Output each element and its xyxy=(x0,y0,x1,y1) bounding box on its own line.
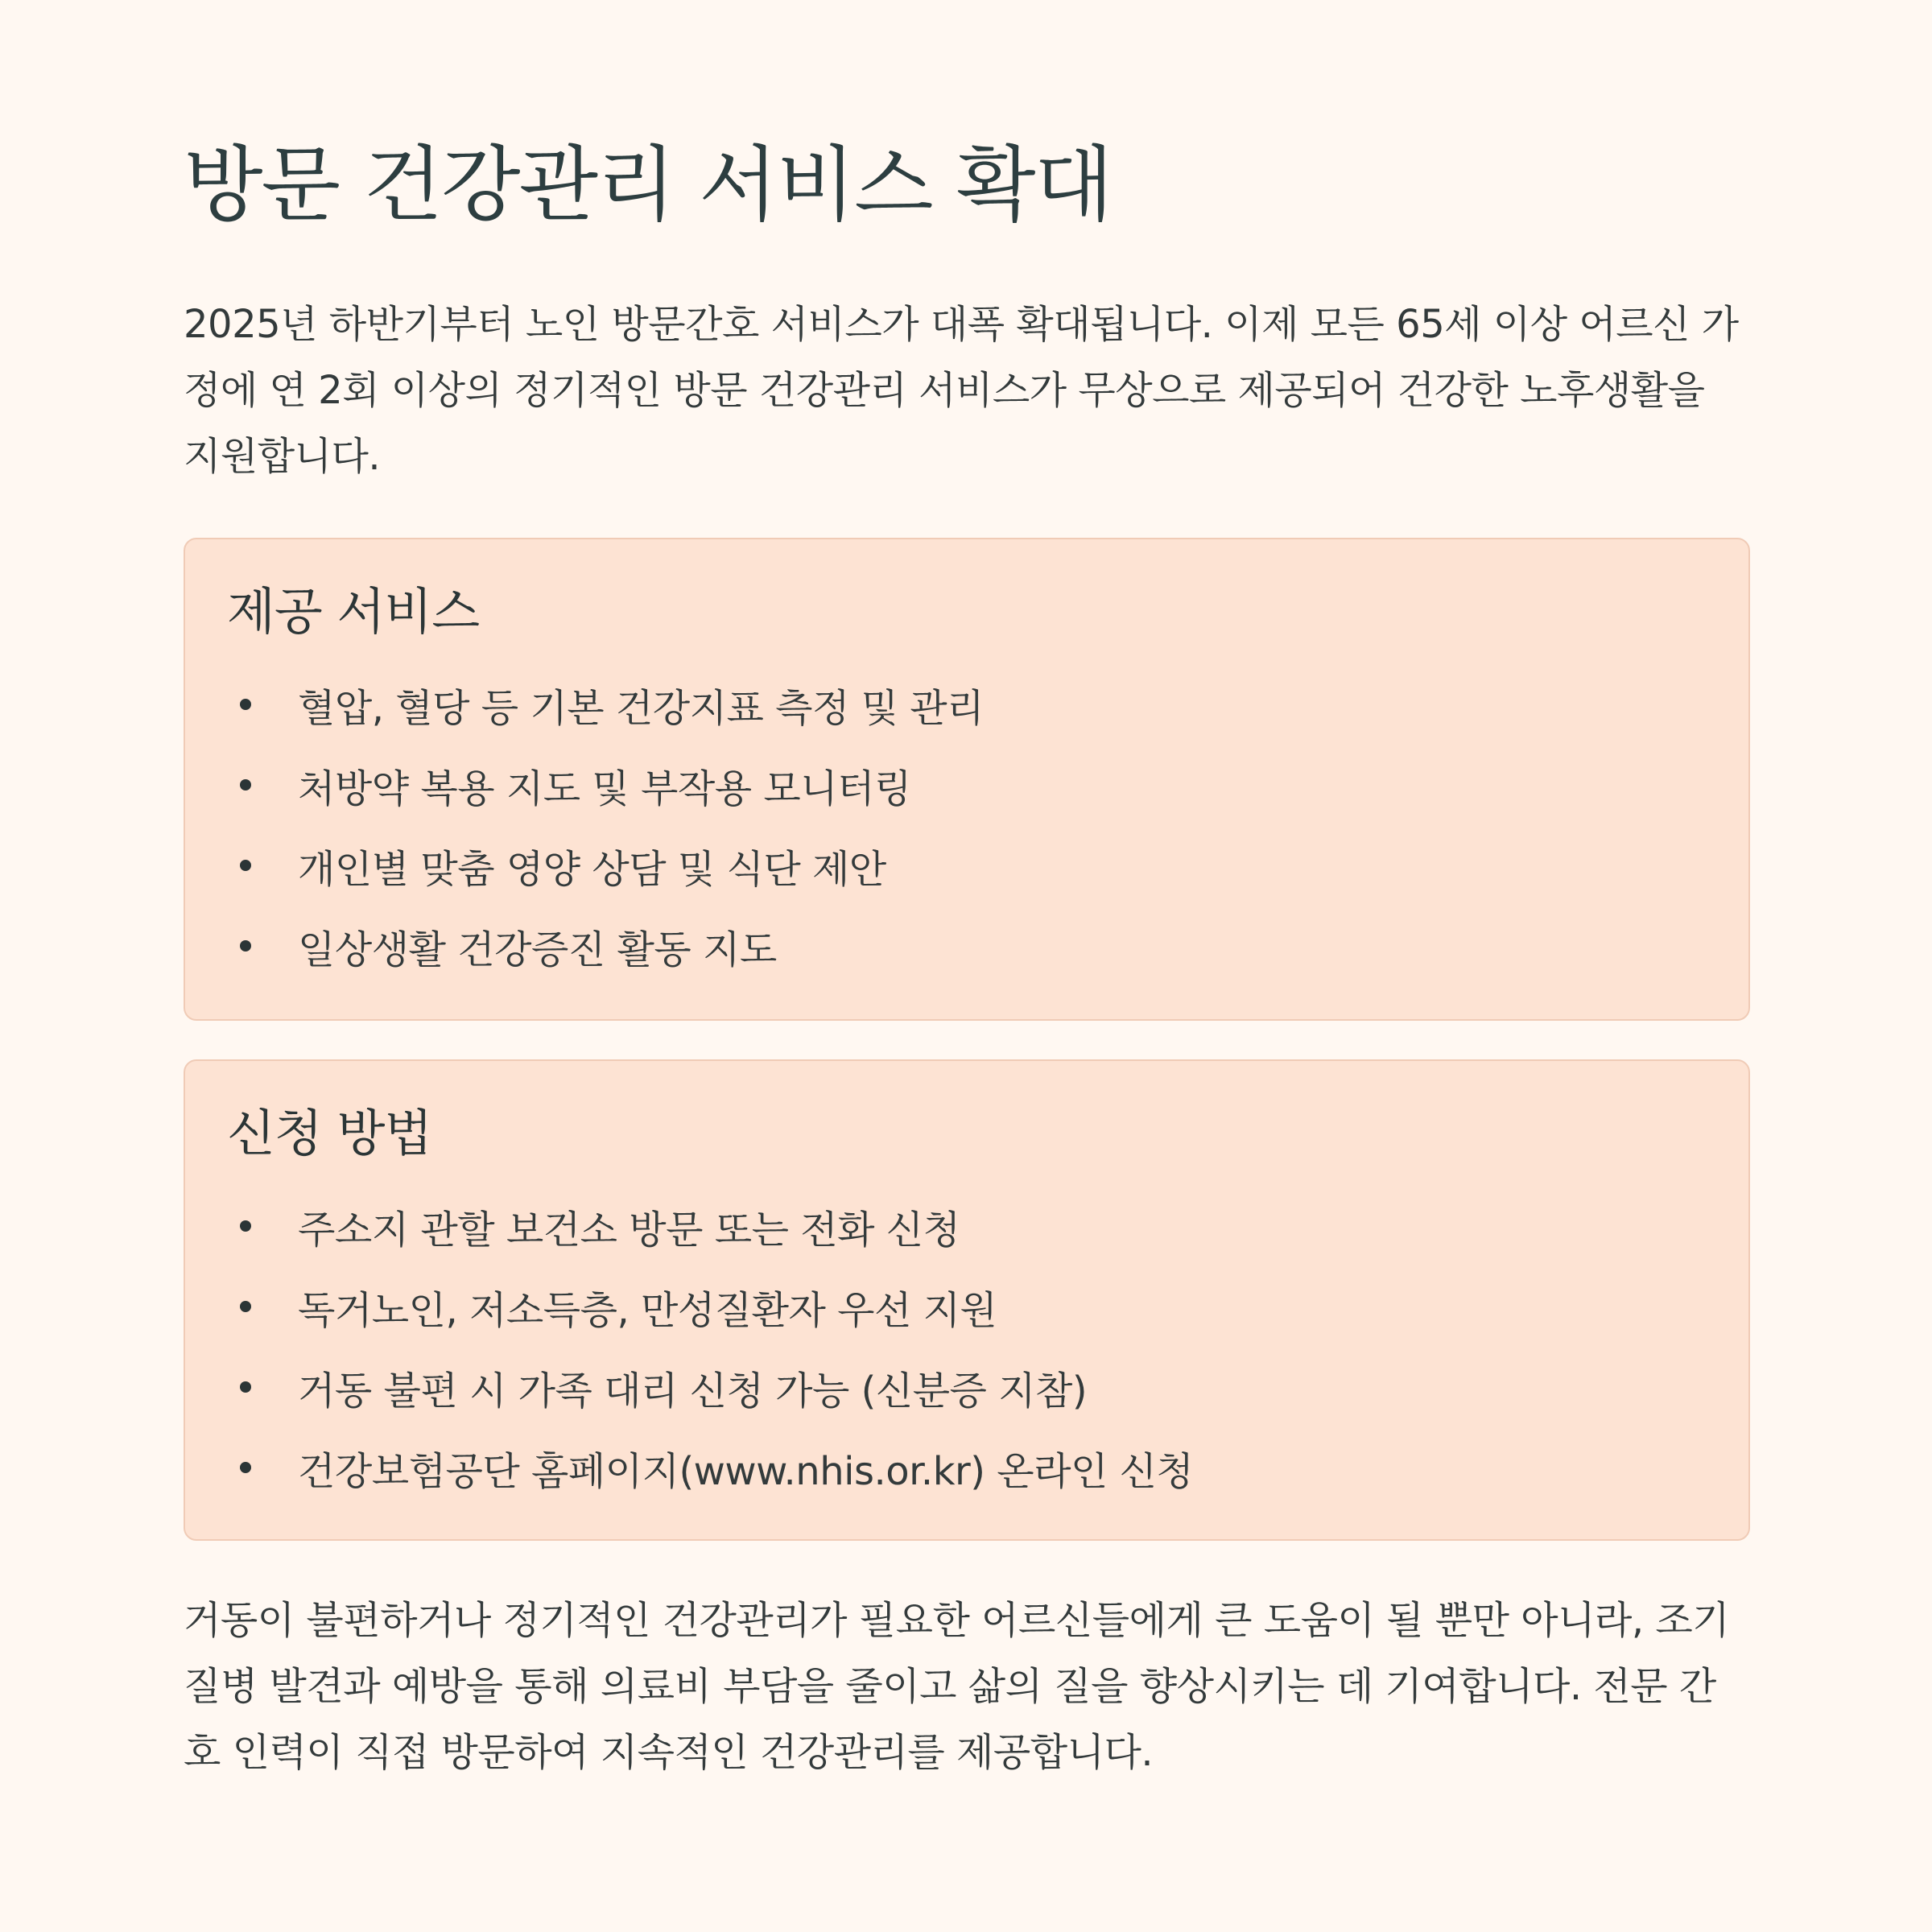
bullet-icon xyxy=(240,1462,251,1473)
bullet-icon xyxy=(240,779,251,791)
list-item-text: 혈압, 혈당 등 기본 건강지표 측정 및 관리 xyxy=(298,685,984,731)
list-item xyxy=(227,906,1707,986)
list-item xyxy=(227,745,1707,825)
list-item-text: 일상생활 건강증진 활동 지도 xyxy=(298,927,777,972)
bullet-icon xyxy=(240,940,251,952)
page-title: 방문 건강관리 서비스 확대 xyxy=(184,138,1113,233)
list-item-text: 개인별 맞춤 영양 상담 및 식단 제안 xyxy=(298,846,886,892)
bullet-icon xyxy=(240,860,251,871)
application-list xyxy=(227,1186,1707,1508)
list-item xyxy=(227,1427,1707,1508)
list-item-text: 주소지 관할 보건소 방문 또는 전화 신청 xyxy=(298,1207,960,1253)
application-box xyxy=(184,1059,1750,1541)
closing-paragraph: 거동이 불편하거나 정기적인 건강관리가 필요한 어르신들에게 큰 도움이 될 뿐만 아니라, 조기 질병 발견과 예방을 통해 의료비 부담을 줄이고 삶의 질을 향상시키는 데 기여합니다. 전문 간호 인력이 직접 방문하여 지속적인 건강관리를 제공합니다. xyxy=(184,1598,1730,1776)
list-item xyxy=(227,1266,1707,1347)
list-item-text: 거동 불편 시 가족 대리 신청 가능 (신분증 지참) xyxy=(298,1368,1088,1414)
services-list xyxy=(227,664,1707,986)
list-item-text: 처방약 복용 지도 및 부작용 모니터링 xyxy=(298,766,911,811)
list-item xyxy=(227,1347,1707,1427)
list-item xyxy=(227,664,1707,745)
application-heading: 신청 방법 xyxy=(227,1104,432,1163)
list-item-text: 건강보험공단 홈페이지(www.nhis.or.kr) 온라인 신청 xyxy=(298,1448,1194,1494)
services-box xyxy=(184,538,1750,1021)
bullet-icon xyxy=(240,1301,251,1312)
services-heading: 제공 서비스 xyxy=(227,582,480,642)
bullet-icon xyxy=(240,1381,251,1393)
list-item-text: 독거노인, 저소득층, 만성질환자 우선 지원 xyxy=(298,1287,997,1333)
list-item xyxy=(227,825,1707,906)
bullet-icon xyxy=(240,699,251,710)
list-item xyxy=(227,1186,1707,1266)
bullet-icon xyxy=(240,1220,251,1232)
intro-paragraph: 2025년 하반기부터 노인 방문간호 서비스가 대폭 확대됩니다. 이제 모든 65세 이상 어르신 가정에 연 2회 이상의 정기적인 방문 건강관리 서비스가 무상으로 제공되어 건강한 노후생활을 지원합니다. xyxy=(184,302,1739,480)
